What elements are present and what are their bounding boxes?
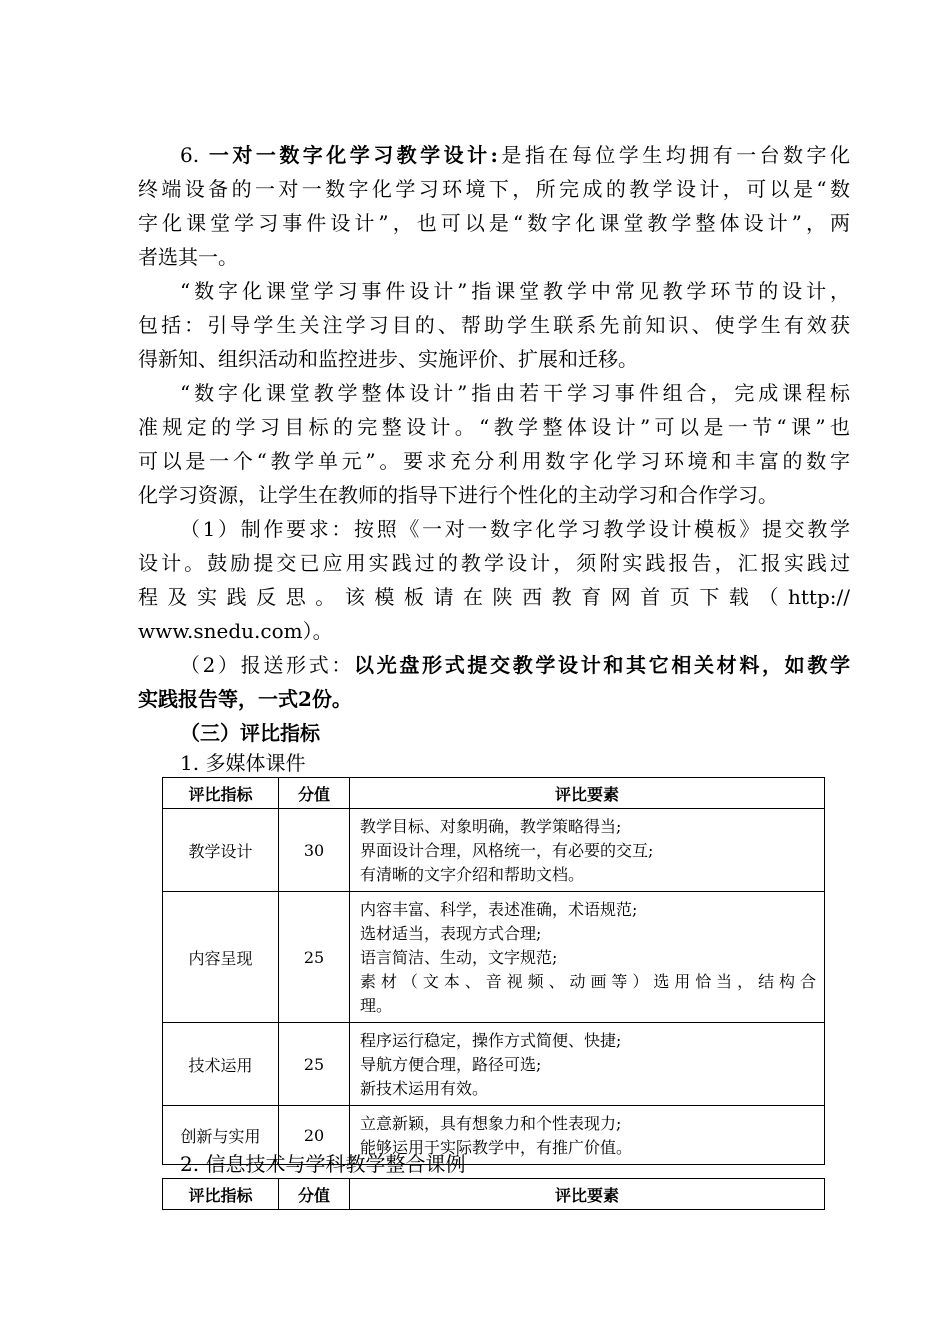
table2-caption: 2. 信息技术与学科教学整合课例: [180, 1152, 466, 1176]
para6-number: 6.: [180, 143, 200, 167]
element-item: 新技术运用有效。: [360, 1079, 489, 1098]
table2-header-row: [163, 1179, 825, 1210]
req2-bold-text-1: 以光盘形式提交教学设计和其它相关材料，如教学: [354, 653, 850, 677]
table-row: [163, 809, 825, 892]
req1-line4: www.snedu.com）。: [138, 619, 333, 643]
table2: [162, 1178, 825, 1210]
req1-line2: 设计。鼓励提交已应用实践过的教学设计，须附实践报告，汇报实践过: [138, 551, 850, 575]
element-item: 有清晰的文字介绍和帮助文档。: [360, 865, 585, 884]
para-whole-line3: 可以是一个“教学单元”。要求充分利用数字化学习环境和丰富的数字: [138, 449, 850, 473]
para-event-line2: 包括：引导学生关注学习目的、帮助学生联系先前知识、使学生有效获: [138, 313, 850, 337]
row-score: 25: [279, 1023, 350, 1106]
element-item: 界面设计合理，风格统一，有必要的交互;: [360, 841, 654, 860]
para-event-line3: 得新知、组织活动和监控进步、实施评价、扩展和迁移。: [138, 347, 638, 371]
row-indicator: 教学设计: [163, 809, 279, 892]
req2-prefix: （2）报送形式：: [180, 653, 355, 677]
row-indicator: 技术运用: [163, 1023, 279, 1106]
para6-title: 一对一数字化学习教学设计:: [208, 143, 498, 167]
table1-header-indicator: 评比指标: [163, 778, 279, 809]
table1-caption: 1. 多媒体课件: [180, 751, 306, 775]
element-item: 理。: [360, 996, 393, 1015]
req2-line2: 实践报告等，一式2份。: [138, 687, 352, 711]
para-whole-line1: “数字化课堂教学整体设计”指由若干学习事件组合，完成课程标: [180, 381, 850, 405]
section3-title: （三）评比指标: [180, 721, 320, 745]
table1-header-row: [163, 778, 825, 809]
para6-line2: 终端设备的一对一数字化学习环境下，所完成的教学设计，可以是“数: [138, 177, 850, 201]
element-item: 语言简洁、生动，文字规范;: [360, 948, 558, 967]
table-row: [163, 1023, 825, 1106]
req1-line3: 程及实践反思。该模板请在陕西教育网首页下载（http://: [138, 585, 850, 609]
req2-line1: [138, 648, 850, 682]
row-score: 30: [279, 809, 350, 892]
element-item: 内容丰富、科学，表述准确，术语规范;: [360, 900, 638, 919]
row-elements: [350, 1023, 825, 1106]
row-indicator: 创新与实用: [163, 1106, 279, 1165]
table-row: [163, 892, 825, 1023]
row-elements: [350, 892, 825, 1023]
element-item: 教学目标、对象明确，教学策略得当;: [360, 817, 622, 836]
element-item: 选材适当，表现方式合理;: [360, 924, 542, 943]
para6-line3: 字化课堂学习事件设计”，也可以是“数字化课堂教学整体设计”，两: [138, 211, 850, 235]
element-item: 程序运行稳定，操作方式简便、快捷;: [360, 1031, 622, 1050]
element-item: 立意新颖，具有想象力和个性表现力;: [360, 1114, 622, 1133]
element-item: 素材（文本、音视频、动画等）选用恰当，结构合: [360, 972, 816, 991]
para-whole-line2: 准规定的学习目标的完整设计。“教学整体设计”可以是一节“课”也: [138, 415, 850, 439]
req1-line1: （1）制作要求：按照《一对一数字化学习教学设计模板》提交教学: [180, 517, 850, 541]
para6-line4: 者选其一。: [138, 245, 238, 269]
row-indicator: 内容呈现: [163, 892, 279, 1023]
table1-header-score: 分值: [279, 778, 350, 809]
row-score: 25: [279, 892, 350, 1023]
para6-line1-text: 是指在每位学生均拥有一台数字化: [497, 143, 851, 167]
table2-header-score: 分值: [279, 1179, 350, 1210]
element-item: 导航方便合理，路径可选;: [360, 1055, 542, 1074]
para-event-line1: “数字化课堂学习事件设计”指课堂教学中常见教学环节的设计，: [180, 279, 850, 303]
table2-header-indicator: 评比指标: [163, 1179, 279, 1210]
para6-line1: [138, 138, 850, 172]
table1-header-elements: 评比要素: [350, 778, 825, 809]
element-item: 能够运用于实际教学中，有推广价值。: [360, 1138, 633, 1157]
row-elements: [350, 809, 825, 892]
para-whole-line4: 化学习资源，让学生在教师的指导下进行个性化的主动学习和合作学习。: [138, 483, 778, 507]
row-score: 20: [279, 1106, 350, 1165]
table1: [162, 777, 825, 1165]
table2-header-elements: 评比要素: [350, 1179, 825, 1210]
